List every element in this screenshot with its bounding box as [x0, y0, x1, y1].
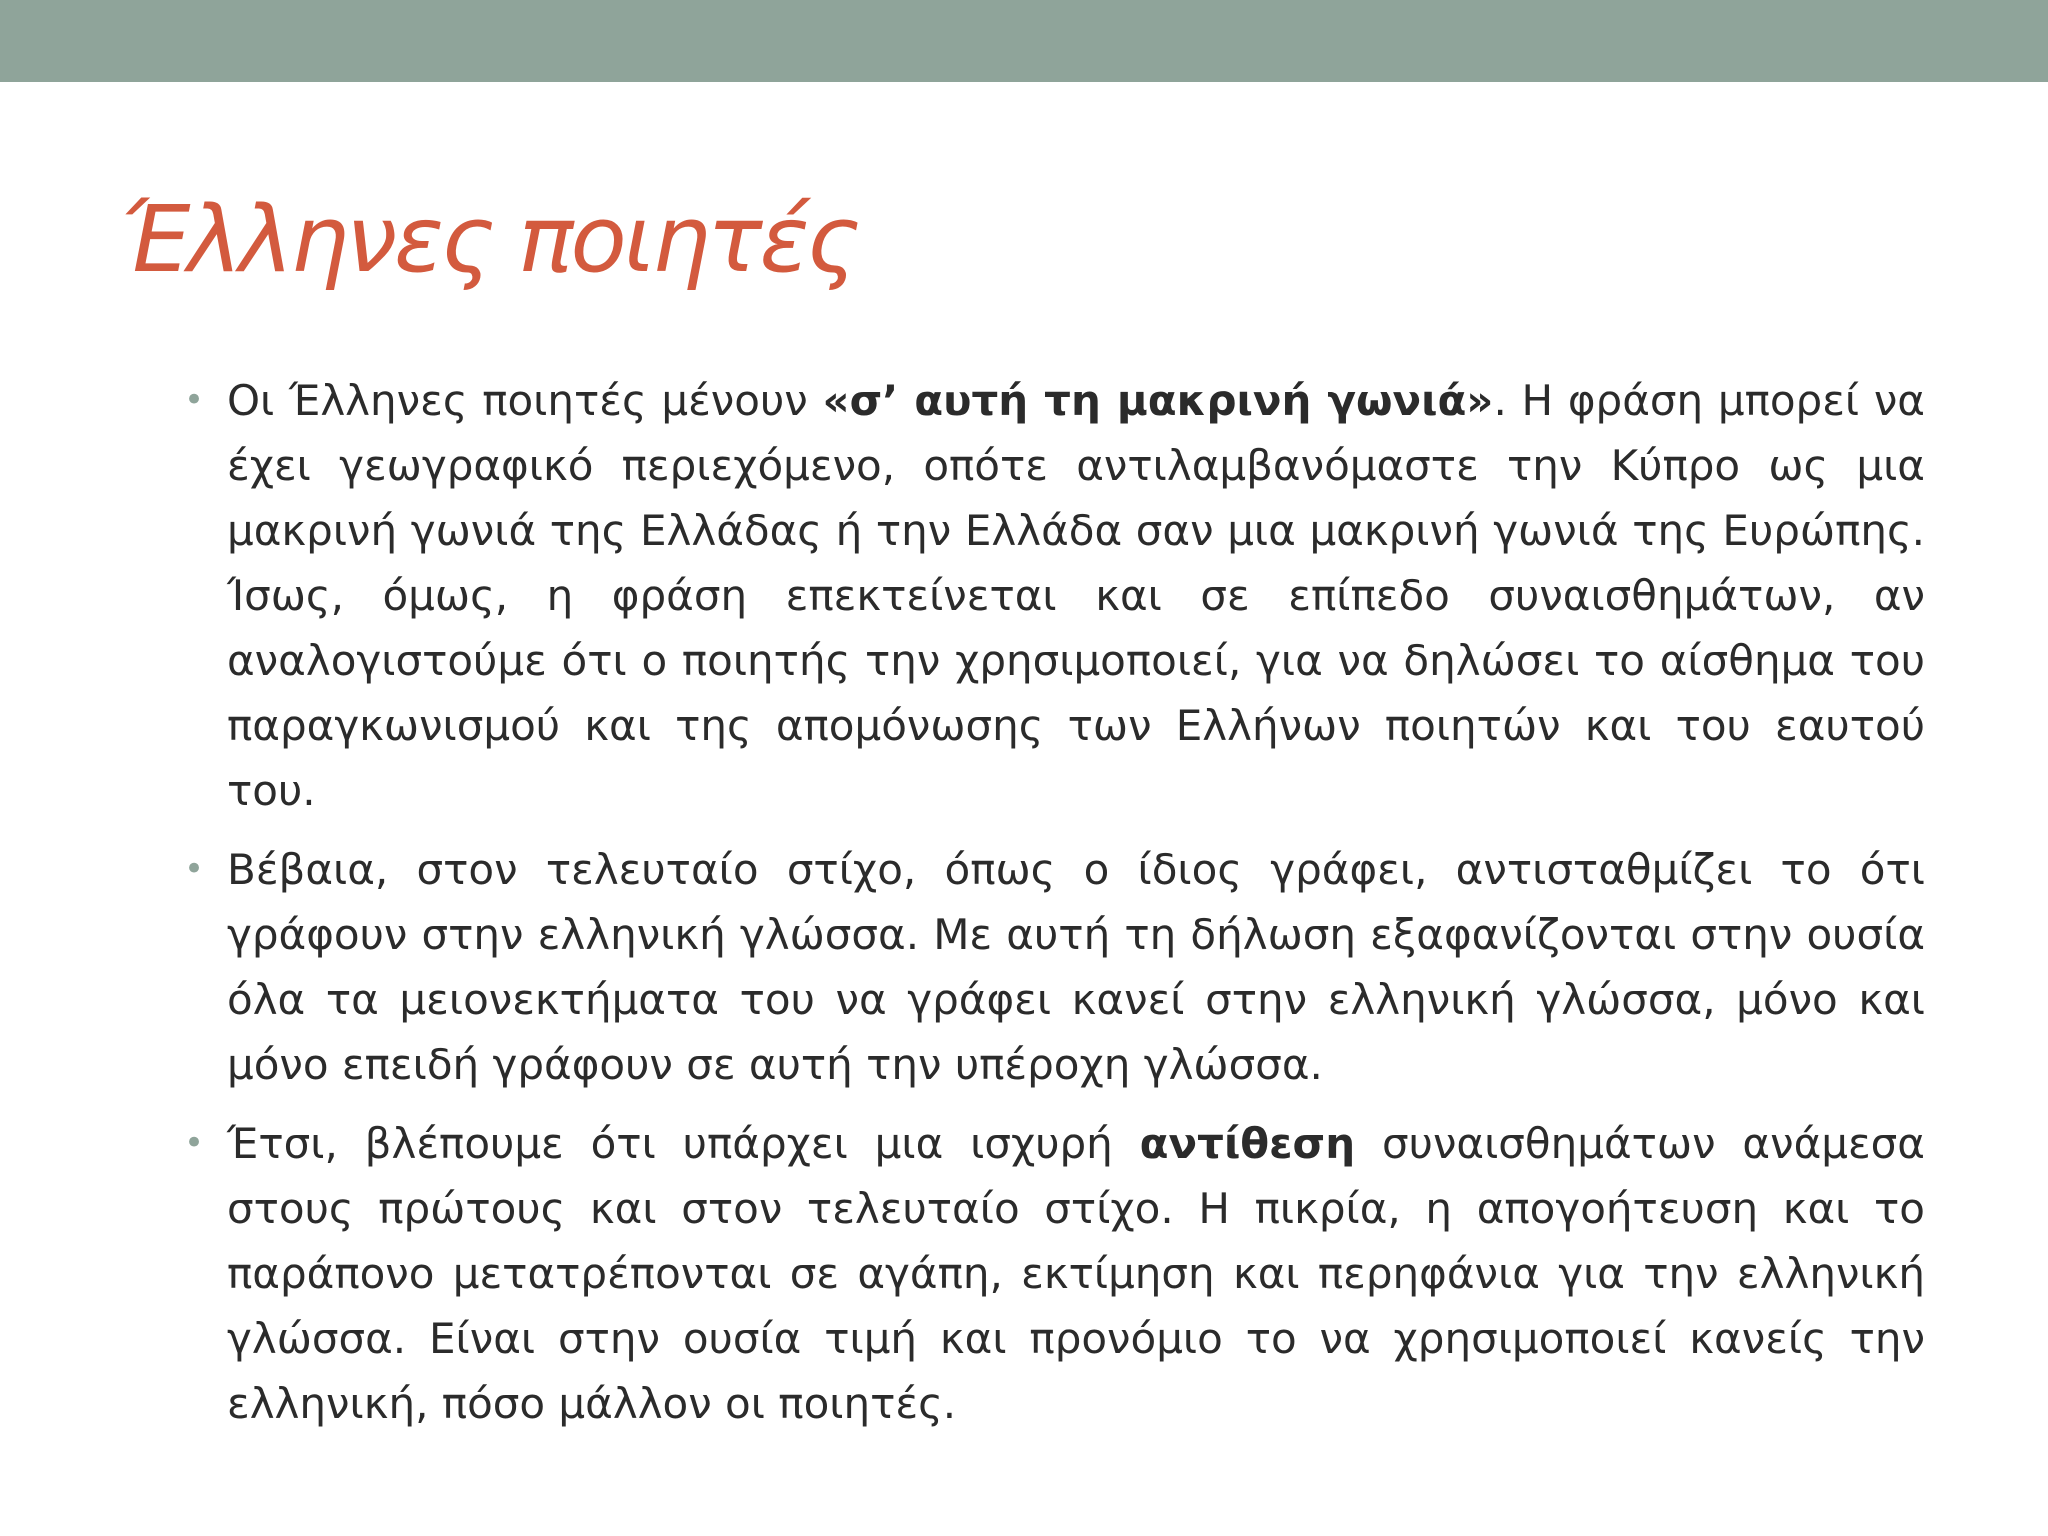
bullet-1-emphasis: «σ’ αυτή τη μακρινή γωνιά»: [822, 376, 1494, 425]
bullet-3-text-end: συναισθημάτων ανάμεσα στους πρώτους και στον τελευταίο στίχο. Η πικρία, η απογοήτευση και το παράπονο μετατρέπονται σε αγάπη, εκτίμηση και περηφάνια για την ελληνική γλώσσα. Είναι στην ουσία τιμή και προνόμιο το να χρησιμοποιεί κανείς την ελληνική, πόσο μάλλον οι ποιητές.: [227, 1119, 1925, 1428]
bullet-1-text-end: . Η φράση μπορεί να έχει γεωγραφικό περιεχόμενο, οπότε αντιλαμβανόμαστε την Κύπρο ως μια μακρινή γωνιά της Ελλάδας ή την Ελλάδα σαν μια μακρινή γωνιά της Ευρώπης. Ίσως, όμως, η φράση επεκτείνεται και σε επίπεδο συναισθημάτων, αν αναλογιστούμε ότι ο ποιητής την χρησιμοποιεί, για να δηλώσει το αίσθημα του παραγκωνισμού και της απομόνωσης των Ελλήνων ποιητών και του εαυτού του.: [227, 376, 1925, 815]
bullet-icon: •: [184, 849, 205, 889]
slide-title: Έλληνες ποιητές: [120, 186, 858, 293]
bullet-icon: •: [184, 1123, 205, 1163]
bullet-3-text-start: Έτσι, βλέπουμε ότι υπάρχει μια ισχυρή: [227, 1119, 1140, 1168]
bullet-item-1: [180, 368, 1925, 823]
bullet-1-text-start: Οι Έλληνες ποιητές μένουν: [227, 376, 823, 425]
bullet-item-3: [180, 1111, 1925, 1436]
bullet-2-text: Βέβαια, στον τελευταίο στίχο, όπως ο ίδιος γράφει, αντισταθμίζει το ότι γράφουν στην ελληνική γλώσσα. Με αυτή τη δήλωση εξαφανίζονται στην ουσία όλα τα μειονεκτήματα του να γράφει κανεί στην ελληνική γλώσσα, μόνο και μόνο επειδή γράφουν σε αυτή την υπέροχη γλώσσα.: [227, 845, 1925, 1089]
bullet-item-2: [180, 837, 1925, 1097]
bullet-3-emphasis: αντίθεση: [1139, 1119, 1356, 1168]
bullet-icon: •: [184, 380, 205, 420]
top-accent-band: [0, 0, 2048, 82]
bullet-list: [180, 368, 1925, 1450]
